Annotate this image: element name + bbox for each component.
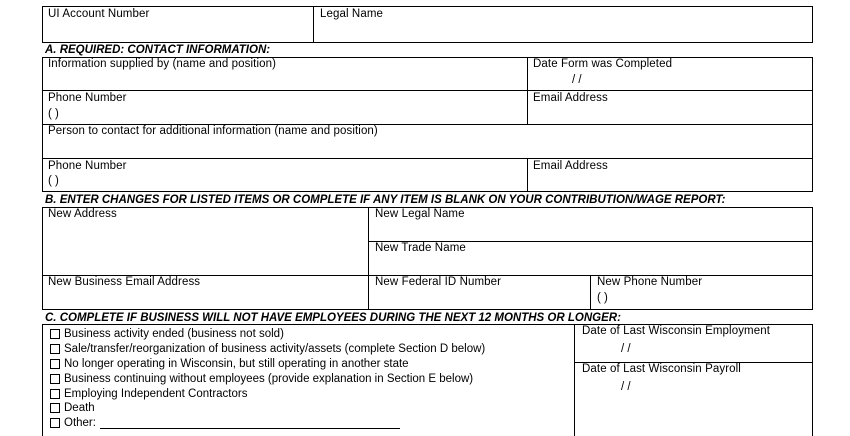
- last-employment-slashes: / /: [621, 343, 631, 355]
- section-c-header: C. COMPLETE IF BUSINESS WILL NOT HAVE EMPLOYEES DURING THE NEXT 12 MONTHS OR LONGER:: [45, 312, 621, 324]
- date-form-completed-slashes: / /: [572, 74, 582, 86]
- new-address-field[interactable]: [43, 222, 367, 274]
- phone-number-1-parens: ( ): [48, 108, 59, 120]
- contact-person-label: Person to contact for additional information (name and position): [48, 125, 378, 137]
- option-no-longer-in-wisconsin[interactable]: [50, 357, 409, 371]
- new-phone-field[interactable]: [591, 290, 812, 309]
- option-label: Sale/transfer/reorganization of business activity/assets (complete Section D below): [64, 343, 486, 355]
- checkbox[interactable]: [50, 403, 60, 413]
- last-employment-field[interactable]: [575, 340, 812, 361]
- option-independent-contractors[interactable]: [50, 387, 247, 401]
- checkbox[interactable]: [50, 359, 60, 369]
- option-label: Employing Independent Contractors: [64, 388, 248, 400]
- email-2-field[interactable]: [528, 173, 812, 191]
- info-supplied-by-field[interactable]: [43, 72, 526, 89]
- ui-account-number-label: UI Account Number: [48, 8, 150, 20]
- section-a-row3-bottom: [42, 158, 813, 159]
- option-business-ended[interactable]: [50, 327, 284, 341]
- date-form-completed-field[interactable]: [528, 72, 812, 89]
- last-payroll-field[interactable]: [575, 378, 812, 399]
- checkbox[interactable]: [50, 344, 60, 354]
- other-explanation-field[interactable]: [100, 418, 400, 429]
- contact-person-field[interactable]: [43, 140, 812, 157]
- legal-name-field[interactable]: [314, 22, 812, 42]
- option-death[interactable]: [50, 401, 95, 415]
- new-phone-label: New Phone Number: [597, 276, 703, 288]
- phone-number-2-parens: ( ): [48, 175, 59, 187]
- checkbox[interactable]: [50, 389, 60, 399]
- option-other[interactable]: [50, 416, 400, 430]
- option-sale-transfer[interactable]: [50, 342, 485, 356]
- email-1-label: Email Address: [533, 92, 608, 104]
- last-payroll-label: Date of Last Wisconsin Payroll: [582, 363, 741, 375]
- option-label: No longer operating in Wisconsin, but still operating in another state: [64, 358, 409, 370]
- option-continuing-without-employees[interactable]: [50, 372, 473, 386]
- new-federal-id-field[interactable]: [369, 290, 589, 309]
- section-a-row1-bottom: [42, 90, 813, 91]
- legal-name-label: Legal Name: [320, 8, 384, 20]
- new-trade-name-label: New Trade Name: [375, 242, 466, 254]
- email-2-label: Email Address: [533, 160, 608, 172]
- option-label: Business continuing without employees (provide explanation in Section E below): [64, 373, 474, 385]
- new-legal-name-field[interactable]: [369, 222, 812, 240]
- info-supplied-by-label: Information supplied by (name and position): [48, 58, 277, 70]
- last-employment-label: Date of Last Wisconsin Employment: [582, 325, 771, 337]
- new-address-label: New Address: [48, 208, 117, 220]
- option-label: Death: [64, 402, 95, 414]
- checkbox[interactable]: [50, 374, 60, 384]
- checkbox[interactable]: [50, 329, 60, 339]
- last-payroll-slashes: / /: [621, 381, 631, 393]
- new-business-email-field[interactable]: [43, 290, 367, 309]
- email-1-field[interactable]: [528, 106, 812, 123]
- checkbox[interactable]: [50, 418, 60, 428]
- new-trade-name-field[interactable]: [369, 256, 812, 274]
- option-label: Other:: [64, 417, 96, 429]
- ui-account-number-field[interactable]: [43, 22, 312, 42]
- section-b-header: B. ENTER CHANGES FOR LISTED ITEMS OR COMPLETE IF ANY ITEM IS BLANK ON YOUR CONTRIBUTION/WAGE REPORT:: [45, 194, 726, 206]
- new-phone-parens: ( ): [597, 292, 608, 304]
- section-a-header: A. REQUIRED: CONTACT INFORMATION:: [45, 44, 271, 56]
- phone-number-1-label: Phone Number: [48, 92, 127, 104]
- phone-number-2-label: Phone Number: [48, 160, 127, 172]
- new-business-email-label: New Business Email Address: [48, 276, 201, 288]
- date-form-completed-label: Date Form was Completed: [533, 58, 673, 70]
- new-federal-id-label: New Federal ID Number: [375, 276, 502, 288]
- option-label: Business activity ended (business not sold): [64, 328, 284, 340]
- phone-number-2-field[interactable]: [43, 173, 526, 191]
- new-legal-name-label: New Legal Name: [375, 208, 465, 220]
- phone-number-1-field[interactable]: [43, 106, 526, 123]
